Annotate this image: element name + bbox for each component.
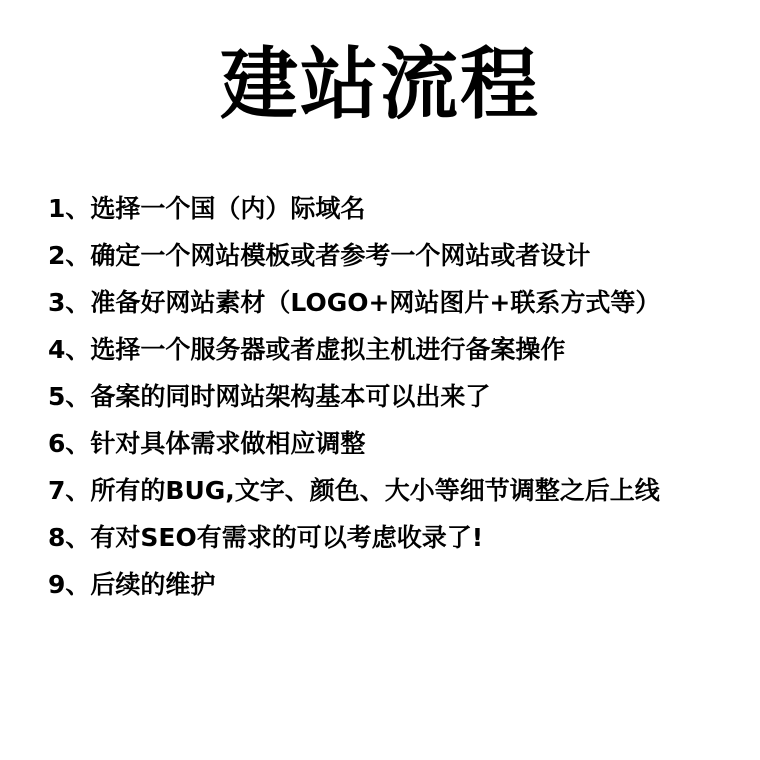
list-item (48, 478, 746, 503)
list-item (48, 572, 746, 597)
list-item-number: 5、 (48, 382, 91, 411)
list-item (48, 290, 746, 315)
list-item-number: 9、 (48, 570, 91, 599)
list-item-text: 有对SEO有需求的可以考虑收录了! (90, 523, 484, 552)
list-item (48, 243, 746, 268)
list-item-number: 7、 (48, 476, 91, 505)
page-title: 建站流程 (219, 40, 540, 130)
list-item (48, 384, 746, 409)
list-item-number: 3、 (48, 288, 91, 317)
list-item (48, 525, 746, 550)
list-item-text: 选择一个服务器或者虚拟主机进行备案操作 (90, 335, 566, 364)
list-item (48, 431, 746, 456)
steps-list (48, 196, 746, 619)
list-item-number: 6、 (48, 429, 91, 458)
list-item-number: 2、 (48, 241, 91, 270)
list-item (48, 337, 746, 362)
list-item-text: 后续的维护 (90, 570, 216, 599)
list-item-number: 8、 (48, 523, 91, 552)
list-item-number: 4、 (48, 335, 91, 364)
list-item (48, 196, 746, 221)
list-item-text: 准备好网站素材（LOGO+网站图片+联系方式等） (90, 288, 661, 317)
list-item-text: 所有的BUG,文字、颜色、大小等细节调整之后上线 (90, 476, 660, 505)
list-item-text: 备案的同时网站架构基本可以出来了 (90, 382, 491, 411)
list-item-number: 1、 (48, 194, 91, 223)
list-item-text: 选择一个国（内）际域名 (90, 194, 366, 223)
list-item-text: 确定一个网站模板或者参考一个网站或者设计 (90, 241, 591, 270)
list-item-text: 针对具体需求做相应调整 (90, 429, 366, 458)
